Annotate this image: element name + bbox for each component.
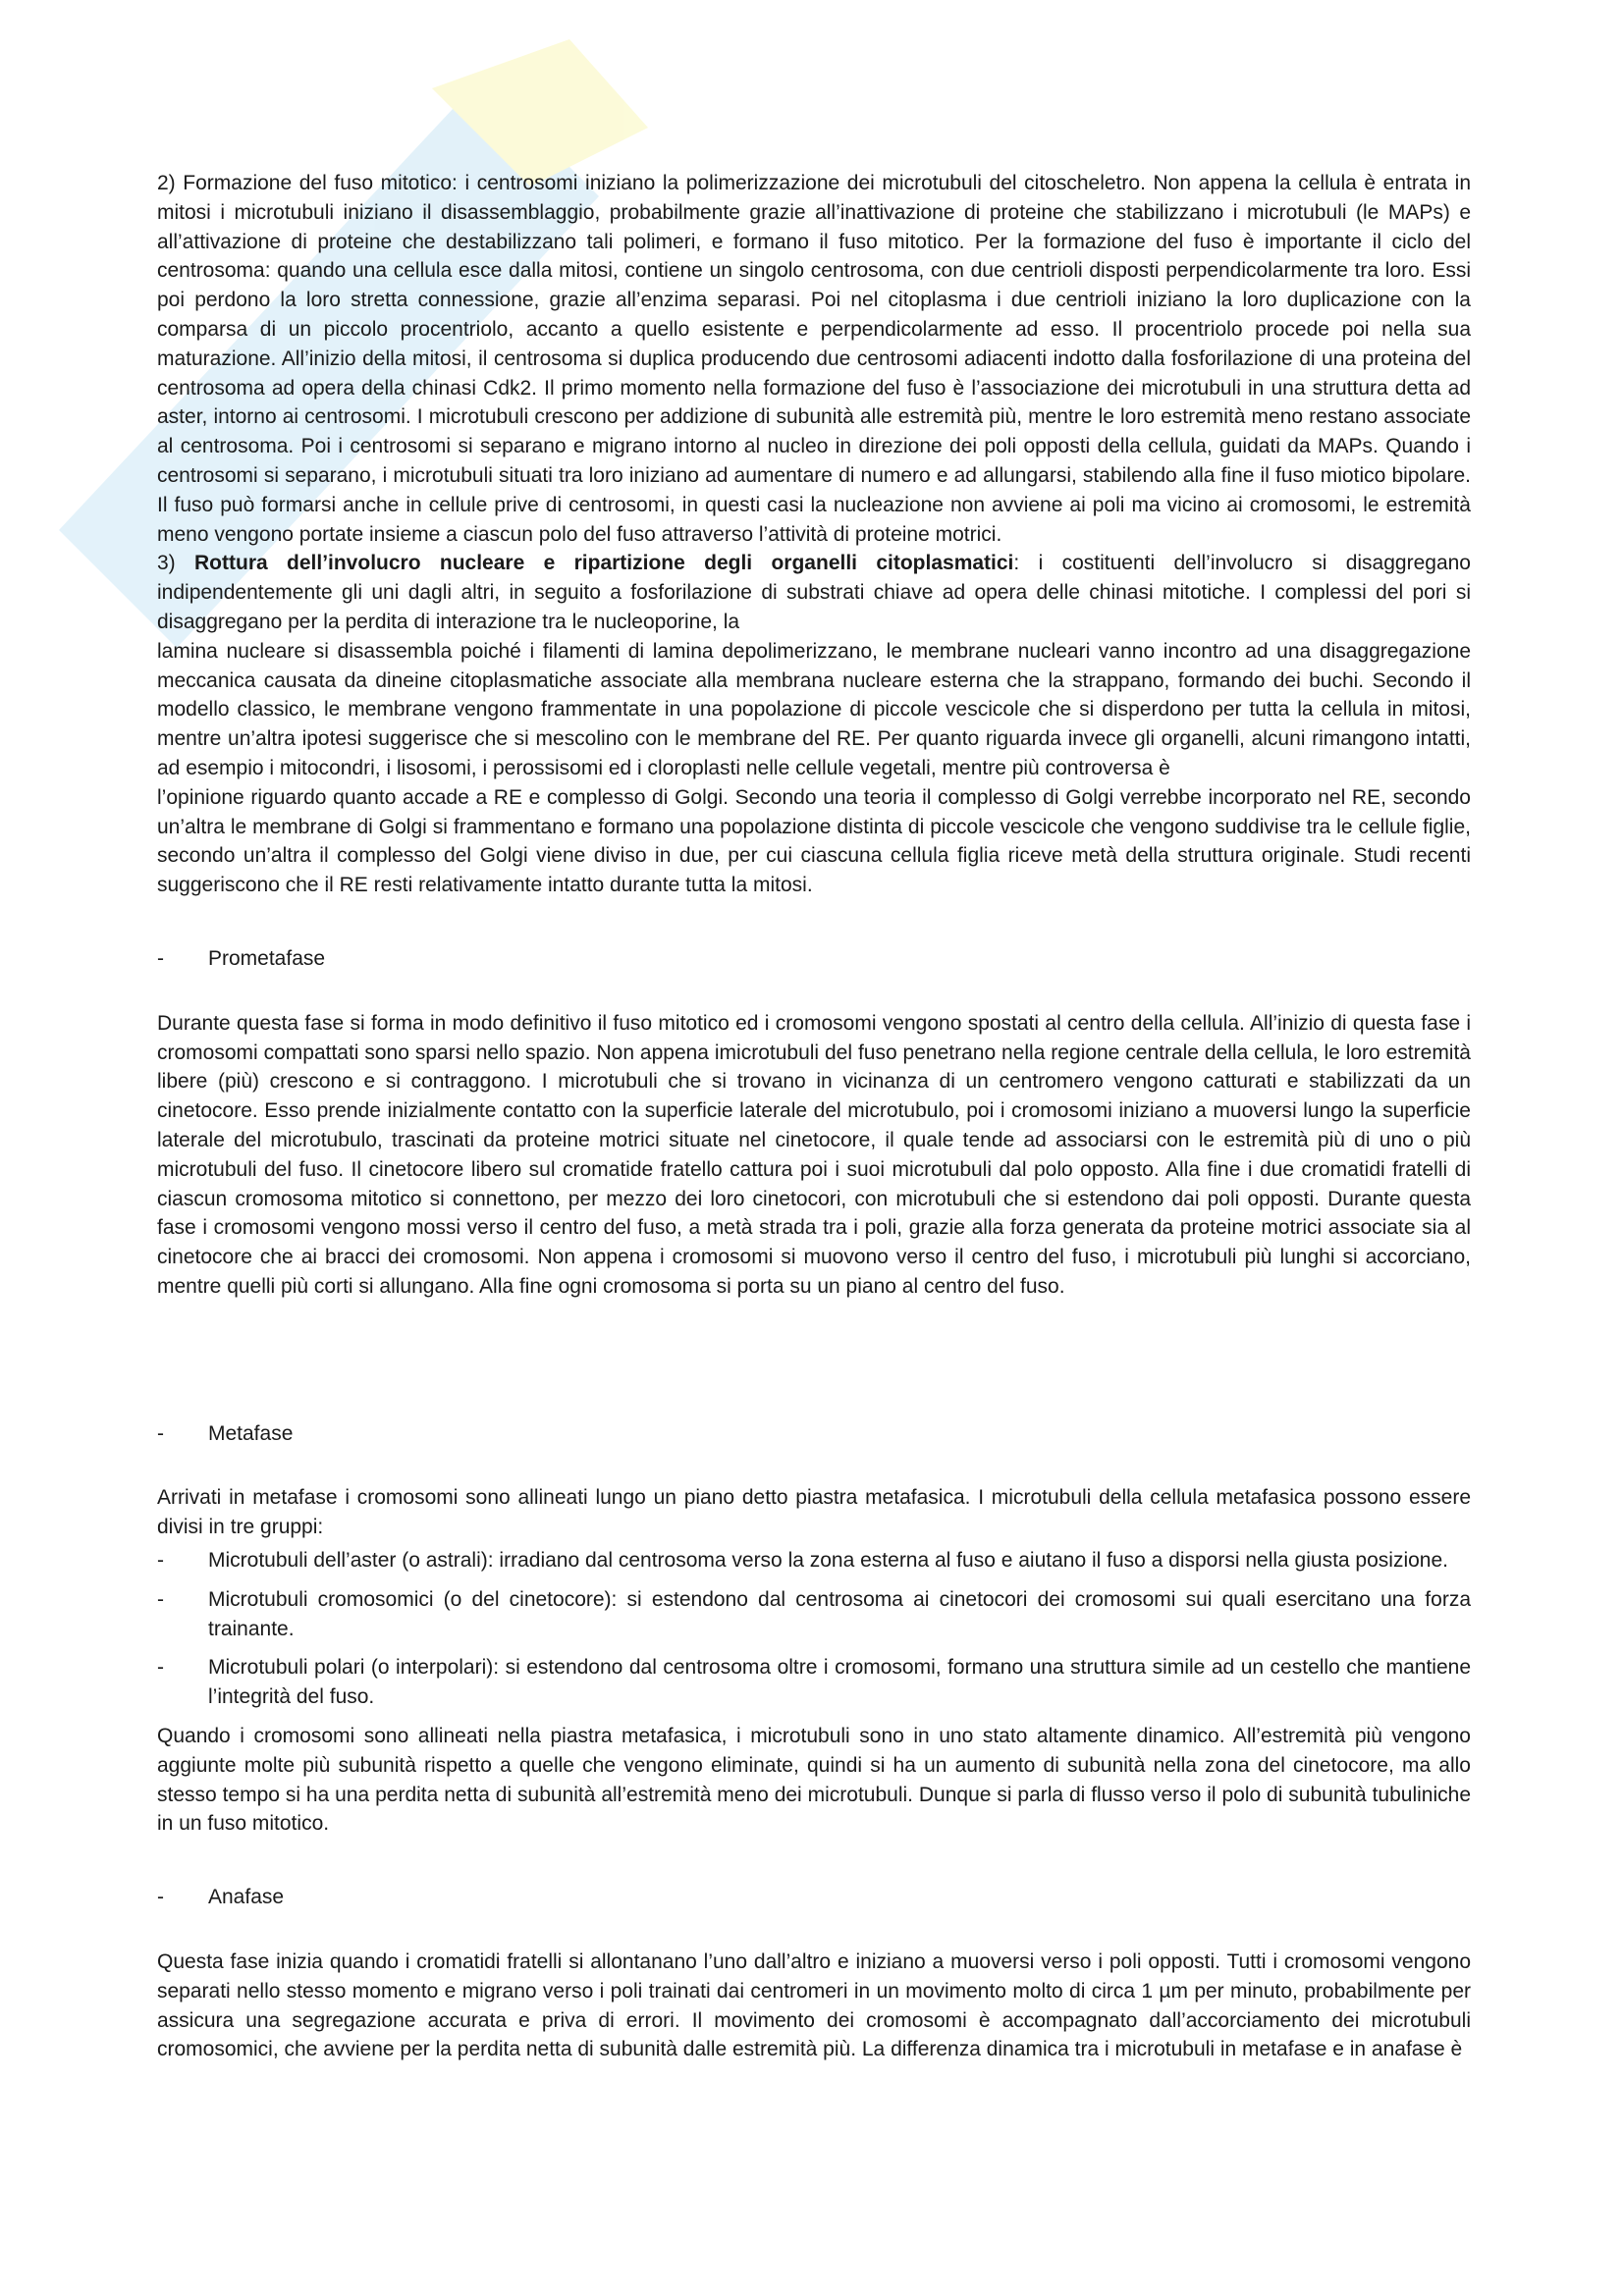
watermark-accent — [432, 39, 648, 187]
list-item-text: Microtubuli dell’aster (o astrali): irradiano dal centrosoma verso la zona esterna al fuso e aiutano il fuso a disporsi nella giusta posizione. — [208, 1549, 1448, 1573]
section-number: 3) — [157, 552, 195, 575]
heading-prometafase-label: Prometafase — [208, 946, 326, 970]
microtubule-groups-list — [157, 1546, 1471, 1712]
heading-dash: - — [157, 946, 164, 970]
heading-dash: - — [157, 1886, 164, 1909]
rottura-heading-bold: Rottura dell’involucro nucleare e ripartizione degli organelli citoplasmatici — [194, 552, 1014, 575]
heading-prometafase — [157, 944, 1471, 974]
document-body — [157, 169, 1471, 2064]
paragraph-rottura-involucro — [157, 549, 1471, 636]
paragraph-formazione-fuso: 2) Formazione del fuso mitotico: i centrosomi iniziano la polimerizzazione dei microtubuli del citoscheletro. Non appena la cellula è entrata in mitosi i microtubuli iniziano il disassemblaggio, probabilmente grazie all’inattivazione di proteine che stabilizzano i microtubuli (le MAPs) e all’attivazione di proteine che destabilizzano tali polimeri, e formano il fuso mitotico. Per la formazione del fuso è importante il ciclo del centrosoma: quando una cellula esce dalla mitosi, contiene un singolo centrosoma, con due centrioli disposti perpendicolarmente tra loro. Essi poi perdono la loro stretta connessione, grazie all’enzima separasi. Poi nel citoplasma i due centrioli iniziano la loro duplicazione con la comparsa di un piccolo procentriolo, accanto a quello esistente e perpendicolarmente ad esso. Il procentriolo procede poi nella sua maturazione. All’inizio della mitosi, il centrosoma si duplica producendo due centrosomi adiacenti indotto dalla fosforilazione di una proteina del centrosoma ad opera della chinasi Cdk2. Il primo momento nella formazione del fuso è l’associazione dei microtubuli in una struttura detta ad aster, intorno ai centrosomi. I microtubuli crescono per addizione di subunità alle estremità più, mentre le loro estremità meno restano associate al centrosoma. Poi i centrosomi si separano e migrano intorno al nucleo in direzione dei poli opposti della cellula, guidati da MAPs. Quando i centrosomi si separano, i microtubuli situati tra loro iniziano ad aumentare di numero e ad allungarsi, stabilendo alla fine il fuso miotico bipolare. Il fuso può formarsi anche in cellule prive di centrosomi, in questi casi la nucleazione non avviene ai poli ma vicino ai cromosomi, le estremità meno vengono portate insieme a ciascun polo del fuso attraverso l’attività di proteine motrici. — [157, 172, 1471, 546]
list-bullet: - — [157, 1587, 164, 1611]
heading-metafase — [157, 1419, 1471, 1449]
list-item — [157, 1585, 1471, 1644]
paragraph-golgi: l’opinione riguardo quanto accade a RE e complesso di Golgi. Secondo una teoria il complesso di Golgi verrebbe incorporato nel RE, secondo un’altra le membrane di Golgi si frammentano e formano una popolazione distinta di piccole vescicole che vengono suddivise tra le cellule figlie, secondo un’altra il complesso del Golgi viene diviso in due, per cui ciascuna cellula figlia riceve metà della struttura originale. Studi recenti suggeriscono che il RE resti relativamente intatto durante tutta la mitosi. — [157, 785, 1471, 897]
list-bullet: - — [157, 1549, 164, 1573]
heading-metafase-label: Metafase — [208, 1421, 294, 1445]
list-item-text: Microtubuli cromosomici (o del cinetocore): si estendono dal centrosoma ai cinetocori dei cromosomi sui quali esercitano una forza trainante. — [208, 1587, 1471, 1640]
list-item-text: Microtubuli polari (o interpolari): si estendono dal centrosoma oltre i cromosomi, formano una struttura simile ad un cestello che mantiene l’integrità del fuso. — [208, 1656, 1471, 1709]
heading-anafase-label: Anafase — [208, 1886, 285, 1909]
heading-anafase — [157, 1883, 1471, 1912]
list-item — [157, 1653, 1471, 1712]
paragraph-lamina: lamina nucleare si disassembla poiché i filamenti di lamina depolimerizzano, le membrane nucleari vanno incontro ad una disaggregazione meccanica causata da dineine citoplasmatiche associate alla membrana nucleare esterna che la strappano, formando dei buchi. Secondo il modello classico, le membrane vengono frammentate in una popolazione di piccole vescicole che si disperdono per tutta la cellula in mitosi, mentre un’altra ipotesi suggerisce che si mescolino con le membrane del RE. Per quanto riguarda invece gli organelli, alcuni rimangono intatti, ad esempio i mitocondri, i lisosomi, i perossisomi ed i cloroplasti nelle cellule vegetali, mentre più controversa è — [157, 639, 1471, 779]
paragraph-metafase-dinamica: Quando i cromosomi sono allineati nella piastra metafasica, i microtubuli sono in uno stato altamente dinamico. All’estremità più vengono aggiunte molte più subunità rispetto a quelle che vengono eliminate, quindi si ha un aumento di subunità nella zona del cinetocore, ma allo stesso tempo si ha una perdita netta di subunità all’estremità meno dei microtubuli. Dunque si parla di flusso verso il polo di subunità tubuliniche in un fuso mitotico. — [157, 1725, 1471, 1836]
paragraph-prometafase: Durante questa fase si forma in modo definitivo il fuso mitotico ed i cromosomi vengono spostati al centro della cellula. All’inizio di questa fase i cromosomi compattati sono sparsi nello spazio. Non appena imicrotubuli del fuso penetrano nella regione centrale della cellula, le loro estremità libere (più) crescono e si contraggono. I microtubuli che si trovano in vicinanza di un centromero vengono catturati e stabilizzati da un cinetocore. Esso prende inizialmente contatto con la superficie laterale del microtubulo, poi i cromosomi iniziano a muoversi lungo la superficie laterale del microtubulo, trascinati da proteine motrici situate nel cinetocore, il quale tende ad associarsi con le estremità più di uno o più microtubuli del fuso. Il cinetocore libero sul cromatide fratello cattura poi i suoi microtubuli dal polo opposto. Alla fine i due cromatidi fratelli di ciascun cromosoma mitotico si connettono, per mezzo dei loro cinetocori, con microtubuli che si estendono dai poli opposti. Durante questa fase i cromosomi vengono mossi verso il centro del fuso, a metà strada tra i poli, grazie alla forza generata da proteine motrici associate sia al cinetocore che ai bracci dei cromosomi. Non appena i cromosomi si muovono verso il centro del fuso, i microtubuli più lunghi si accorciano, mentre quelli più corti si allungano. Alla fine ogni cromosoma si porta su un piano al centro del fuso. — [157, 1011, 1471, 1298]
paragraph-anafase: Questa fase inizia quando i cromatidi fratelli si allontanano l’uno dall’altro e iniziano a muoversi verso i poli opposti. Tutti i cromosomi vengono separati nello stesso momento e migrano verso i poli trainati dai centromeri in un movimento molto di circa 1 µm per minuto, probabilmente per assicura una segregazione accurata e priva di errori. Il movimento dei cromosomi è accompagnato dall’accorciamento dei microtubuli cromosomici, che avviene per la perdita netta di subunità dalle estremità più. La differenza dinamica tra i microtubuli in metafase e in anafase è — [157, 1950, 1471, 2061]
paragraph-metafase: Arrivati in metafase i cromosomi sono allineati lungo un piano detto piastra metafasica. I microtubuli della cellula metafasica possono essere divisi in tre gruppi: — [157, 1486, 1471, 1539]
list-item — [157, 1546, 1471, 1575]
rottura-text-1: : i costituenti dell’involucro si disaggregano indipendentemente gli uni dagli altri, in seguito a fosforilazione di substrati chiave ad opera delle chinasi mitotiche. I complessi del pori si disaggregano per la perdita di interazione tra le nucleoporine, la — [157, 552, 1471, 633]
list-bullet: - — [157, 1656, 164, 1680]
heading-dash: - — [157, 1421, 164, 1445]
